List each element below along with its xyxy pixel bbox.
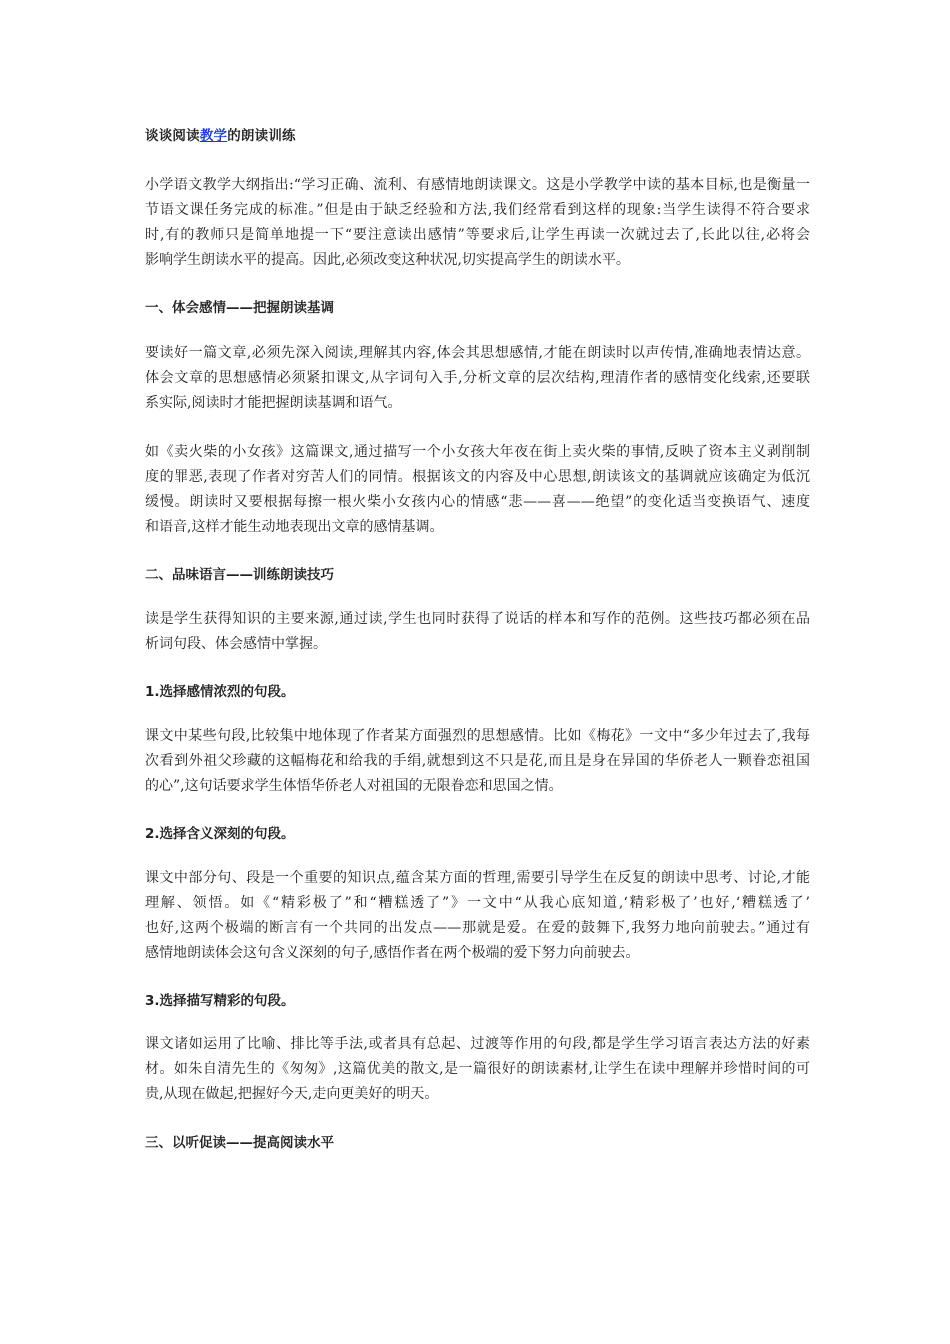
text-line: 节语文课任务完成的标准。”但是由于缺乏经验和方法,我们经常看到这样的现象:当学生读得不符合要求 <box>145 202 810 218</box>
subheading-2: 2.选择含义深刻的句段。 <box>145 826 295 842</box>
text-line: 缓慢。朗读时又要根据每擦一根火柴小女孩内心的情感“悲——喜——绝望”的变化适当变换语气、速度 <box>145 494 810 510</box>
text-line: 要读好一篇文章,必须先深入阅读,理解其内容,体会其思想感情,才能在朗读时以声传情,准确地表情达意。 <box>145 345 810 361</box>
text-line: 时,有的教师只是简单地提一下“要注意读出感情”等要求后,让学生再读一次就过去了,长此以往,必将会 <box>145 227 810 243</box>
text-line: 度的罪恶,表现了作者对穷苦人们的同情。根据该文的内容及中心思想,朗读该文的基调就应该确定为低沉 <box>145 469 810 485</box>
text-line: 理解、领悟。如《“精彩极了”和“糟糕透了”》一文中“从我心底知道,‘精彩极了’也好,‘糟糕透了’ <box>145 895 810 911</box>
text-line: 影响学生朗读水平的提高。因此,必须改变这种状况,切实提高学生的朗读水平。 <box>145 252 630 268</box>
text-line: 读是学生获得知识的主要来源,通过读,学生也同时获得了说话的样本和写作的范例。这些技巧都必须在品 <box>145 611 810 627</box>
text-line: 体会文章的思想感情必须紧扣课文,从字词句入手,分析文章的层次结构,理清作者的感情变化线索,还要联 <box>145 370 810 386</box>
subheading-1: 1.选择感情浓烈的句段。 <box>145 684 295 700</box>
paragraph-5 <box>145 866 810 966</box>
text-line: 系实际,阅读时才能把握朗读基调和语气。 <box>145 395 402 411</box>
section-heading-2: 二、品味语言——训练朗读技巧 <box>145 567 334 583</box>
document-title <box>145 124 296 144</box>
title-suffix: 的朗读训练 <box>227 128 296 144</box>
title-prefix: 谈谈阅读 <box>145 128 200 144</box>
text-line: 感情地朗读体会这句含义深刻的句子,感悟作者在两个极端的爱下努力向前驶去。 <box>145 945 640 961</box>
text-line: 的心”,这句话要求学生体悟华侨老人对祖国的无限眷恋和思国之情。 <box>145 778 563 794</box>
paragraph-6 <box>145 1032 810 1107</box>
text-line: 次看到外祖父珍藏的这幅梅花和给我的手绢,就想到这不只是花,而且是身在异国的华侨老人一颗眷恋祖国 <box>145 753 810 769</box>
paragraph-1 <box>145 341 810 416</box>
teaching-link[interactable]: 教学 <box>199 128 228 144</box>
paragraph-4 <box>145 724 810 799</box>
text-line: 课文中某些句段,比较集中地体现了作者某方面强烈的思想感情。比如《梅花》一文中“多少年过去了,我每 <box>145 728 810 744</box>
text-line: 也好,这两个极端的断言有一个共同的出发点——那就是爱。在爱的鼓舞下,我努力地向前驶去。”通过有 <box>145 920 810 936</box>
text-line: 贵,从现在做起,把握好今天,走向更美好的明天。 <box>145 1086 439 1102</box>
intro-paragraph <box>145 173 810 273</box>
section-heading-1: 一、体会感情——把握朗读基调 <box>145 300 334 316</box>
text-line: 课文中部分句、段是一个重要的知识点,蕴含某方面的哲理,需要引导学生在反复的朗读中思考、讨论,才能 <box>145 870 810 886</box>
paragraph-3 <box>145 607 810 657</box>
text-line: 如《卖火柴的小女孩》这篇课文,通过描写一个小女孩大年夜在街上卖火柴的事情,反映了资本主义剥削制 <box>145 444 810 460</box>
text-line: 课文诸如运用了比喻、排比等手法,或者具有总起、过渡等作用的句段,都是学生学习语言表达方法的好素 <box>145 1036 810 1052</box>
text-line: 析词句段、体会感情中掌握。 <box>145 636 327 652</box>
subheading-3: 3.选择描写精彩的句段。 <box>145 993 295 1009</box>
paragraph-2 <box>145 440 810 540</box>
text-line: 小学语文教学大纲指出:“学习正确、流利、有感情地朗读课文。这是小学教学中读的基本目标,也是衡量一 <box>145 177 810 193</box>
section-heading-3: 三、以听促读——提高阅读水平 <box>145 1135 334 1151</box>
text-line: 材。如朱自清先生的《匆匆》,这篇优美的散文,是一篇很好的朗读素材,让学生在读中理解并珍惜时间的可 <box>145 1061 810 1077</box>
text-line: 和语音,这样才能生动地表现出文章的感情基调。 <box>145 519 444 535</box>
